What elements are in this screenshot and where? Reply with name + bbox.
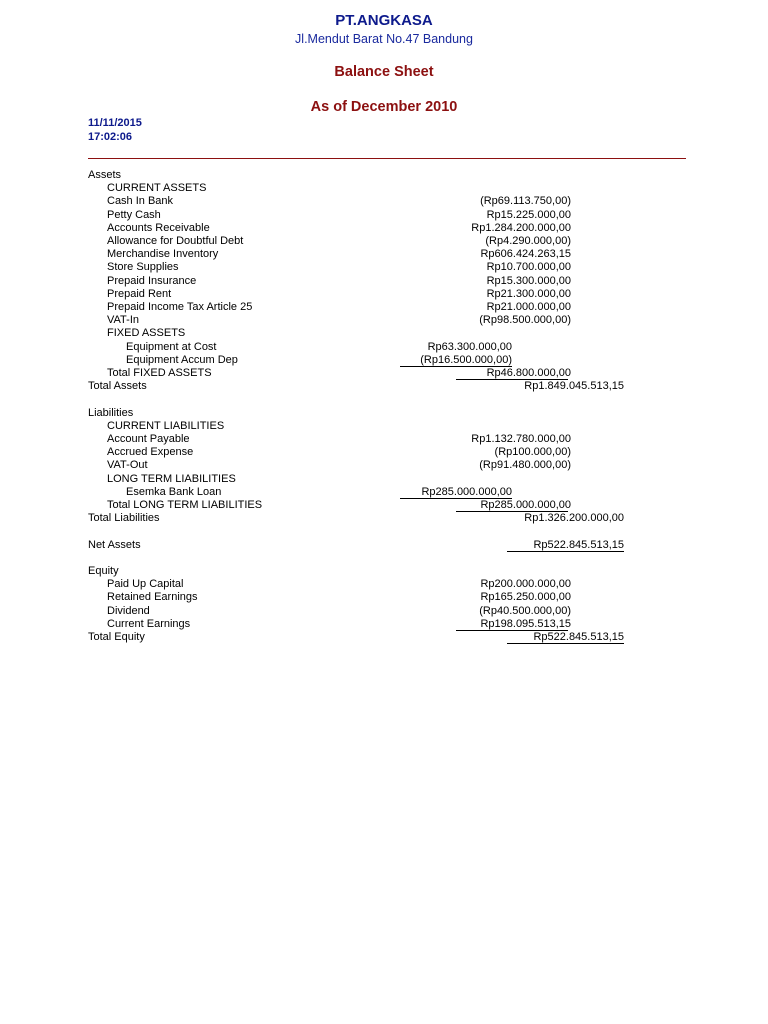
row-label: Prepaid Income Tax Article 25 — [107, 301, 253, 313]
row-label: Dividend — [107, 604, 150, 617]
table-row — [0, 420, 768, 433]
row-label: Assets — [88, 169, 122, 181]
table-row — [0, 327, 768, 340]
row-value: (Rp69.113.750,00) — [480, 195, 571, 208]
table-row — [0, 618, 768, 631]
row-value: Rp1.284.200.000,00 — [471, 221, 571, 234]
row-label: VAT-Out — [107, 459, 148, 472]
table-row — [0, 433, 768, 446]
row-label: Allowance for Doubtful Debt — [107, 235, 244, 247]
table-row — [0, 446, 768, 459]
row-label: VAT-In — [107, 314, 139, 327]
row-value: Rp522.845.513,15 — [533, 631, 624, 643]
table-row — [0, 288, 768, 301]
row-value: (Rp16.500.000,00) — [420, 353, 512, 366]
row-value: (Rp98.500.000,00) — [479, 314, 571, 327]
row-value: Rp1.132.780.000,00 — [471, 433, 571, 445]
table-row — [0, 459, 768, 472]
row-value: Rp10.700.000,00 — [486, 261, 571, 274]
table-row — [0, 341, 768, 354]
row-label: CURRENT LIABILITIES — [107, 419, 225, 432]
table-row — [0, 169, 768, 182]
table-row — [0, 182, 768, 195]
row-label: Accrued Expense — [107, 446, 194, 459]
table-row — [0, 354, 768, 367]
row-value: Rp21.300.000,00 — [486, 287, 571, 300]
row-label: Total Liabilities — [88, 512, 160, 525]
row-label: Total FIXED ASSETS — [107, 367, 212, 379]
company-name: PT.ANGKASA — [335, 12, 433, 29]
table-row — [0, 195, 768, 208]
row-label: Total LONG TERM LIABILITIES — [107, 499, 263, 511]
table-row — [0, 578, 768, 591]
table-row — [0, 314, 768, 327]
table-row — [0, 235, 768, 248]
row-label: Total Assets — [88, 380, 147, 393]
company-address: Jl.Mendut Barat No.47 Bandung — [295, 32, 473, 46]
row-label: Cash In Bank — [107, 195, 174, 208]
row-value: Rp606.424.263,15 — [480, 248, 571, 261]
row-label: Prepaid Rent — [107, 287, 172, 300]
row-label: Total Equity — [88, 631, 145, 643]
table-row — [0, 631, 768, 644]
row-label: CURRENT ASSETS — [107, 182, 207, 195]
row-value: Rp15.225.000,00 — [486, 208, 571, 221]
subtotal-underline — [507, 643, 624, 644]
row-label: LONG TERM LIABILITIES — [107, 472, 236, 485]
report-period: As of December 2010 — [310, 99, 458, 115]
row-value: Rp46.800.000,00 — [486, 367, 571, 379]
table-row — [0, 222, 768, 235]
row-label: Merchandise Inventory — [107, 248, 219, 261]
table-row — [0, 275, 768, 288]
row-label: Esemka Bank Loan — [126, 485, 222, 498]
table-row — [0, 486, 768, 499]
row-label: Equity — [88, 565, 119, 577]
row-value: Rp15.300.000,00 — [486, 274, 571, 287]
row-value: (Rp91.480.000,00) — [479, 459, 571, 472]
table-row — [0, 539, 768, 552]
row-label: Store Supplies — [107, 261, 179, 274]
table-row — [0, 380, 768, 393]
row-label: Equipment Accum Dep — [126, 353, 238, 366]
table-row — [0, 261, 768, 274]
row-value: Rp21.000.000,00 — [486, 301, 571, 313]
table-row — [0, 407, 768, 420]
table-row — [0, 248, 768, 261]
row-value: Rp1.849.045.513,15 — [524, 380, 624, 393]
table-row — [0, 565, 768, 578]
row-value: Rp285.000.000,00 — [480, 499, 571, 511]
table-row — [0, 512, 768, 525]
row-value: (Rp100.000,00) — [494, 446, 571, 459]
row-value: Rp198.095.513,15 — [480, 617, 571, 630]
row-label: FIXED ASSETS — [107, 327, 186, 340]
row-label: Petty Cash — [107, 208, 161, 221]
row-label: Prepaid Insurance — [107, 274, 197, 287]
row-label: Net Assets — [88, 538, 141, 551]
report-title: Balance Sheet — [334, 64, 434, 80]
table-row — [0, 209, 768, 222]
table-row — [0, 473, 768, 486]
row-value: (Rp40.500.000,00) — [479, 604, 571, 617]
table-row — [0, 552, 768, 565]
table-row — [0, 301, 768, 314]
row-value: Rp63.300.000,00 — [427, 340, 512, 353]
row-value: (Rp4.290.000,00) — [485, 235, 571, 247]
table-row — [0, 393, 768, 406]
table-row — [0, 525, 768, 538]
row-label: Paid Up Capital — [107, 578, 184, 591]
row-value: Rp165.250.000,00 — [480, 591, 571, 604]
row-label: Liabilities — [88, 406, 134, 419]
row-label: Retained Earnings — [107, 591, 198, 604]
table-row — [0, 605, 768, 618]
row-value: Rp285.000.000,00 — [421, 485, 512, 498]
row-value: Rp522.845.513,15 — [533, 538, 624, 551]
table-row — [0, 499, 768, 512]
row-label: Account Payable — [107, 433, 190, 445]
print-time: 17:02:06 — [88, 131, 133, 143]
table-row — [0, 367, 768, 380]
print-date: 11/11/2015 — [88, 117, 142, 129]
row-label: Equipment at Cost — [126, 340, 217, 353]
row-label: Accounts Receivable — [107, 221, 210, 234]
row-value: Rp200.000.000,00 — [480, 578, 571, 591]
table-row — [0, 591, 768, 604]
row-label: Current Earnings — [107, 617, 191, 630]
row-value: Rp1.326.200.000,00 — [524, 512, 624, 525]
